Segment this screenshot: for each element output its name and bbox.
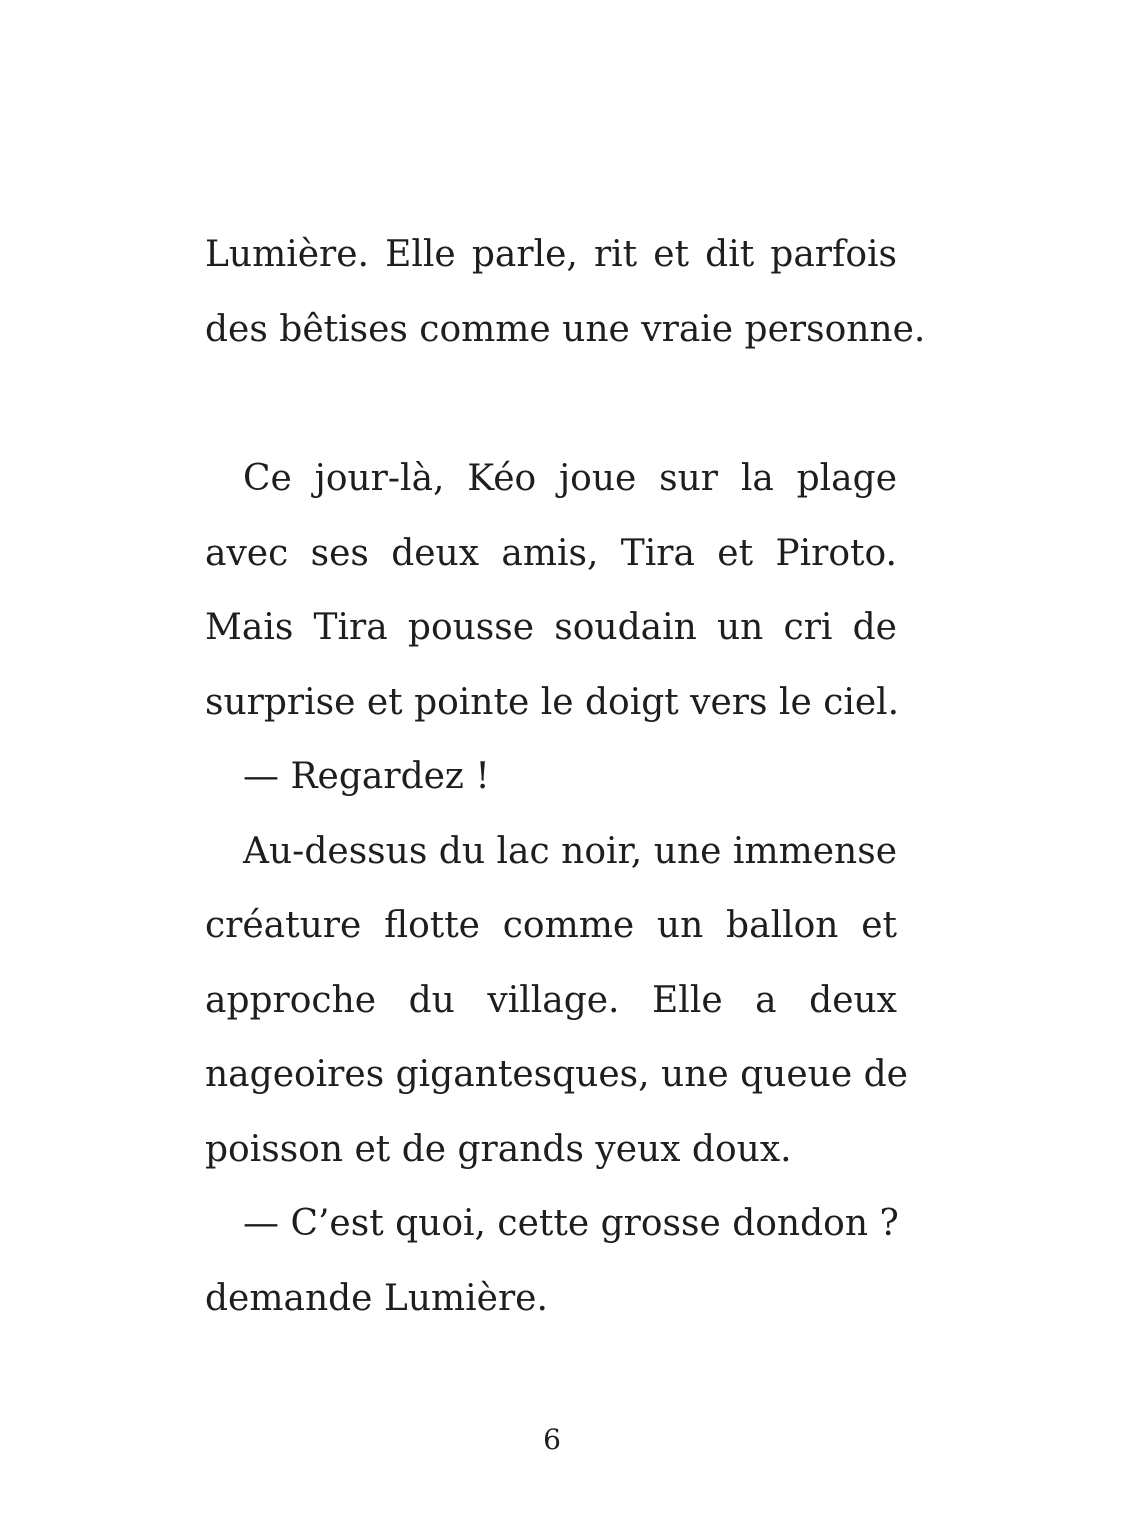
text-line: demande Lumière.: [205, 1277, 548, 1319]
page-number: 6: [543, 1423, 561, 1456]
body-text: [205, 218, 926, 1336]
text-line: avec ses deux amis, Tira et Piroto.: [205, 532, 897, 574]
text-line: surprise et pointe le doigt vers le ciel.: [205, 681, 900, 723]
text-line: Mais Tira pousse soudain un cri de: [205, 607, 897, 648]
text-line: des bêtises comme une vraie personne.: [205, 308, 926, 350]
paragraph-gap: [205, 367, 897, 442]
text-line: créature flotte comme un ballon et: [205, 905, 897, 946]
text-line: poisson et de grands yeux doux.: [205, 1128, 792, 1170]
text-line: nageoires gigantesques, une queue de: [205, 1054, 908, 1095]
dialogue-line: — C’est quoi, cette grosse dondon ?: [243, 1203, 899, 1244]
text-line: Lumière. Elle parle, rit et dit parfois: [205, 234, 897, 275]
dialogue-line: — Regardez !: [243, 756, 490, 797]
text-line: approche du village. Elle a deux: [205, 979, 897, 1021]
text-line: Au-dessus du lac noir, une immense: [243, 830, 897, 872]
text-line: Ce jour-là, Kéo joue sur la plage: [243, 458, 897, 499]
